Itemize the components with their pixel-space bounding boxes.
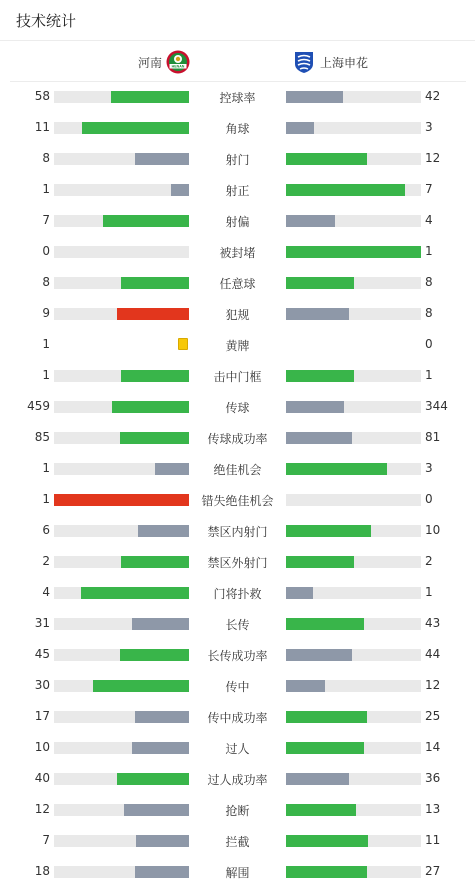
home-stat-bar — [54, 494, 189, 506]
home-stat-bar-fill — [111, 91, 189, 103]
away-stat-value: 27 — [425, 864, 441, 878]
away-stat-bar-fill — [286, 401, 344, 413]
away-stat-value: 0 — [425, 492, 433, 506]
home-stat-bar — [54, 246, 189, 258]
home-stat-bar — [54, 556, 189, 568]
away-stat-value: 12 — [425, 151, 441, 165]
away-stat-bar — [286, 153, 421, 165]
away-stat-bar-fill — [286, 649, 352, 661]
away-stat-bar-fill — [286, 618, 364, 630]
stat-label: 传中 — [225, 680, 250, 694]
stat-row — [0, 174, 475, 205]
logo-text: HENAN — [171, 64, 185, 69]
away-stat-bar — [286, 742, 421, 754]
home-stat-value: 0 — [42, 244, 50, 258]
away-stat-bar-fill — [286, 525, 371, 537]
home-stat-value: 45 — [34, 647, 50, 661]
home-stat-bar — [54, 804, 189, 816]
away-stat-value: 1 — [425, 585, 433, 599]
away-stat-bar-fill — [286, 246, 421, 258]
stat-label: 传中成功率 — [207, 711, 268, 725]
home-stat-bar — [54, 432, 189, 444]
stat-row — [0, 639, 475, 670]
stat-label: 绝佳机会 — [213, 463, 262, 477]
away-stat-bar-fill — [286, 680, 325, 692]
away-stat-value: 12 — [425, 678, 441, 692]
away-stat-bar-fill — [286, 866, 367, 878]
stat-label: 射门 — [225, 153, 250, 167]
stat-label: 过人 — [225, 742, 250, 756]
home-stat-bar — [54, 742, 189, 754]
away-stat-value: 43 — [425, 616, 441, 630]
stat-row — [0, 515, 475, 546]
stat-row — [0, 112, 475, 143]
home-stat-bar — [54, 866, 189, 878]
home-stat-bar — [54, 308, 189, 320]
away-stat-bar — [286, 215, 421, 227]
home-stat-value: 85 — [34, 430, 50, 444]
away-stat-bar-fill — [286, 742, 364, 754]
home-stat-value: 17 — [34, 709, 50, 723]
home-stat-value: 31 — [34, 616, 50, 630]
home-stat-bar — [54, 91, 189, 103]
stat-label: 击中门框 — [213, 370, 262, 384]
home-stat-bar — [54, 463, 189, 475]
stat-label: 角球 — [225, 122, 250, 136]
away-stat-bar — [286, 556, 421, 568]
stat-label: 解围 — [225, 866, 250, 880]
home-stat-bar — [54, 618, 189, 630]
stat-label: 任意球 — [219, 277, 256, 291]
home-stat-bar-fill — [120, 432, 189, 444]
home-stat-bar-fill — [132, 742, 189, 754]
stat-label: 禁区内射门 — [207, 525, 268, 539]
henan-club-logo-icon — [166, 50, 190, 74]
stat-row — [0, 298, 475, 329]
stat-label: 长传 — [225, 618, 250, 632]
away-stat-bar-fill — [286, 587, 313, 599]
away-team[interactable] — [292, 50, 368, 74]
home-stat-bar-fill — [103, 215, 189, 227]
away-stat-bar — [286, 122, 421, 134]
away-stat-value: 344 — [425, 399, 448, 413]
stat-label: 错失绝佳机会 — [201, 494, 274, 508]
stat-label: 黄牌 — [225, 339, 250, 353]
stat-row — [0, 236, 475, 267]
away-stat-bar-fill — [286, 804, 356, 816]
stat-row — [0, 577, 475, 608]
away-stat-bar — [286, 866, 421, 878]
away-stat-bar-fill — [286, 308, 349, 320]
away-stat-value: 25 — [425, 709, 441, 723]
home-stat-value: 18 — [34, 864, 50, 878]
away-stat-bar — [286, 308, 421, 320]
home-stat-bar-fill — [135, 866, 189, 878]
away-stat-bar — [286, 463, 421, 475]
stat-label: 犯规 — [225, 308, 250, 322]
away-stat-bar-fill — [286, 711, 367, 723]
home-stat-value: 2 — [42, 554, 50, 568]
home-stat-value: 40 — [34, 771, 50, 785]
home-stat-value: 1 — [42, 461, 50, 475]
home-stat-bar-fill — [138, 525, 189, 537]
home-stat-bar-fill — [82, 122, 189, 134]
stat-row — [0, 546, 475, 577]
home-stat-value: 6 — [42, 523, 50, 537]
home-stat-bar — [54, 680, 189, 692]
home-team-name: 河南 — [138, 55, 163, 70]
away-stat-bar — [286, 494, 421, 506]
away-stat-bar — [286, 618, 421, 630]
stat-label: 射正 — [225, 184, 250, 198]
home-stat-bar-fill — [120, 649, 189, 661]
home-stat-bar — [54, 773, 189, 785]
away-stat-bar — [286, 587, 421, 599]
away-stat-bar-fill — [286, 463, 387, 475]
home-stat-bar-fill — [93, 680, 189, 692]
stat-row — [0, 825, 475, 856]
away-stat-bar — [286, 773, 421, 785]
away-stat-bar — [286, 680, 421, 692]
home-stat-bar-fill — [117, 773, 189, 785]
away-stat-bar-fill — [286, 277, 354, 289]
home-stat-bar-fill — [155, 463, 189, 475]
home-stat-value: 10 — [34, 740, 50, 754]
away-stat-bar — [286, 711, 421, 723]
away-stat-value: 13 — [425, 802, 441, 816]
home-stat-value: 1 — [42, 368, 50, 382]
home-stat-bar — [54, 401, 189, 413]
home-stat-bar — [54, 525, 189, 537]
stat-row — [0, 329, 475, 360]
stat-row — [0, 422, 475, 453]
home-stat-bar-fill — [132, 618, 189, 630]
home-stat-bar-fill — [81, 587, 189, 599]
away-stat-value: 44 — [425, 647, 441, 661]
home-stat-value: 11 — [34, 120, 50, 134]
stat-row — [0, 670, 475, 701]
stat-row — [0, 267, 475, 298]
stat-row — [0, 732, 475, 763]
home-stat-value: 1 — [42, 337, 50, 351]
away-stat-bar — [286, 184, 421, 196]
away-stat-bar-fill — [286, 91, 343, 103]
home-stat-bar-fill — [121, 277, 189, 289]
home-stat-bar — [54, 370, 189, 382]
stat-row — [0, 391, 475, 422]
home-stat-value: 30 — [34, 678, 50, 692]
stat-label: 过人成功率 — [207, 773, 268, 787]
home-stat-value: 8 — [42, 275, 50, 289]
home-stat-bar-fill — [121, 370, 189, 382]
away-stat-bar — [286, 277, 421, 289]
stat-row — [0, 360, 475, 391]
stat-label: 拦截 — [225, 835, 250, 849]
home-stat-value: 8 — [42, 151, 50, 165]
away-stat-bar — [286, 804, 421, 816]
away-stat-value: 3 — [425, 120, 433, 134]
stat-label: 被封堵 — [219, 246, 256, 260]
away-stat-value: 42 — [425, 89, 441, 103]
away-stat-bar-fill — [286, 153, 367, 165]
home-stat-value: 7 — [42, 213, 50, 227]
home-stat-bar — [54, 587, 189, 599]
away-stat-value: 2 — [425, 554, 433, 568]
home-stat-bar-fill — [112, 401, 189, 413]
stat-row — [0, 701, 475, 732]
away-stat-bar — [286, 91, 421, 103]
home-stat-bar-fill — [135, 153, 189, 165]
header-divider — [0, 40, 475, 41]
away-stat-value: 81 — [425, 430, 441, 444]
stat-row — [0, 143, 475, 174]
home-stat-value: 7 — [42, 833, 50, 847]
away-stat-value: 1 — [425, 244, 433, 258]
away-stat-bar-fill — [286, 773, 349, 785]
home-stat-bar-fill — [54, 494, 189, 506]
stat-label: 禁区外射门 — [207, 556, 268, 570]
away-stat-value: 10 — [425, 523, 441, 537]
home-stat-bar — [54, 215, 189, 227]
away-stat-bar — [286, 835, 421, 847]
stat-label: 控球率 — [219, 91, 256, 105]
away-team-name: 上海申花 — [320, 55, 369, 70]
home-stat-bar-fill — [124, 804, 189, 816]
home-stat-value: 1 — [42, 182, 50, 196]
away-stat-bar-fill — [286, 122, 314, 134]
home-stat-bar-fill — [135, 711, 189, 723]
away-stat-bar-fill — [286, 835, 368, 847]
section-title: 技术统计 — [16, 12, 77, 30]
stat-row — [0, 205, 475, 236]
away-stat-bar-fill — [286, 184, 405, 196]
stat-row — [0, 81, 475, 112]
home-team[interactable] — [138, 50, 190, 74]
away-stat-value: 7 — [425, 182, 433, 196]
home-stat-bar-fill — [121, 556, 189, 568]
home-stat-bar — [54, 184, 189, 196]
away-stat-value: 3 — [425, 461, 433, 475]
stat-label: 射偏 — [225, 215, 250, 229]
away-stat-bar — [286, 432, 421, 444]
stat-row — [0, 763, 475, 794]
home-stat-bar — [54, 835, 189, 847]
away-stat-value: 4 — [425, 213, 433, 227]
home-stat-value: 9 — [42, 306, 50, 320]
stat-row — [0, 608, 475, 639]
away-stat-value: 0 — [425, 337, 433, 351]
home-stat-bar — [54, 711, 189, 723]
away-stat-bar-fill — [286, 556, 354, 568]
away-stat-bar — [286, 401, 421, 413]
away-stat-bar — [286, 649, 421, 661]
away-stat-value: 8 — [425, 275, 433, 289]
away-stat-value: 36 — [425, 771, 441, 785]
away-stat-value: 11 — [425, 833, 441, 847]
away-stat-bar-fill — [286, 370, 354, 382]
away-stat-bar — [286, 370, 421, 382]
away-stat-bar — [286, 525, 421, 537]
away-stat-bar — [286, 246, 421, 258]
home-stat-bar-fill — [171, 184, 189, 196]
home-stat-value: 459 — [27, 399, 50, 413]
home-stat-value: 58 — [34, 89, 50, 103]
stat-label: 抢断 — [225, 804, 250, 818]
stat-label: 传球 — [225, 401, 250, 415]
stat-row — [0, 453, 475, 484]
home-stat-value: 4 — [42, 585, 50, 599]
home-stat-bar — [54, 277, 189, 289]
stat-row — [0, 856, 475, 887]
yellow-card-icon — [178, 338, 188, 350]
stat-label: 传球成功率 — [207, 432, 268, 446]
stat-label: 门将扑救 — [213, 587, 262, 601]
home-stat-value: 12 — [34, 802, 50, 816]
home-stat-bar-fill — [136, 835, 189, 847]
stat-label: 长传成功率 — [207, 649, 268, 663]
away-stat-value: 1 — [425, 368, 433, 382]
away-stat-value: 14 — [425, 740, 441, 754]
shenhua-club-logo-icon — [292, 50, 316, 74]
away-stat-bar-fill — [286, 432, 352, 444]
home-stat-bar — [54, 649, 189, 661]
stat-row — [0, 484, 475, 515]
home-stat-bar — [54, 153, 189, 165]
home-stat-bar — [54, 122, 189, 134]
home-stat-value: 1 — [42, 492, 50, 506]
stat-row — [0, 794, 475, 825]
away-stat-bar-fill — [286, 215, 335, 227]
away-stat-value: 8 — [425, 306, 433, 320]
home-stat-bar-fill — [117, 308, 189, 320]
